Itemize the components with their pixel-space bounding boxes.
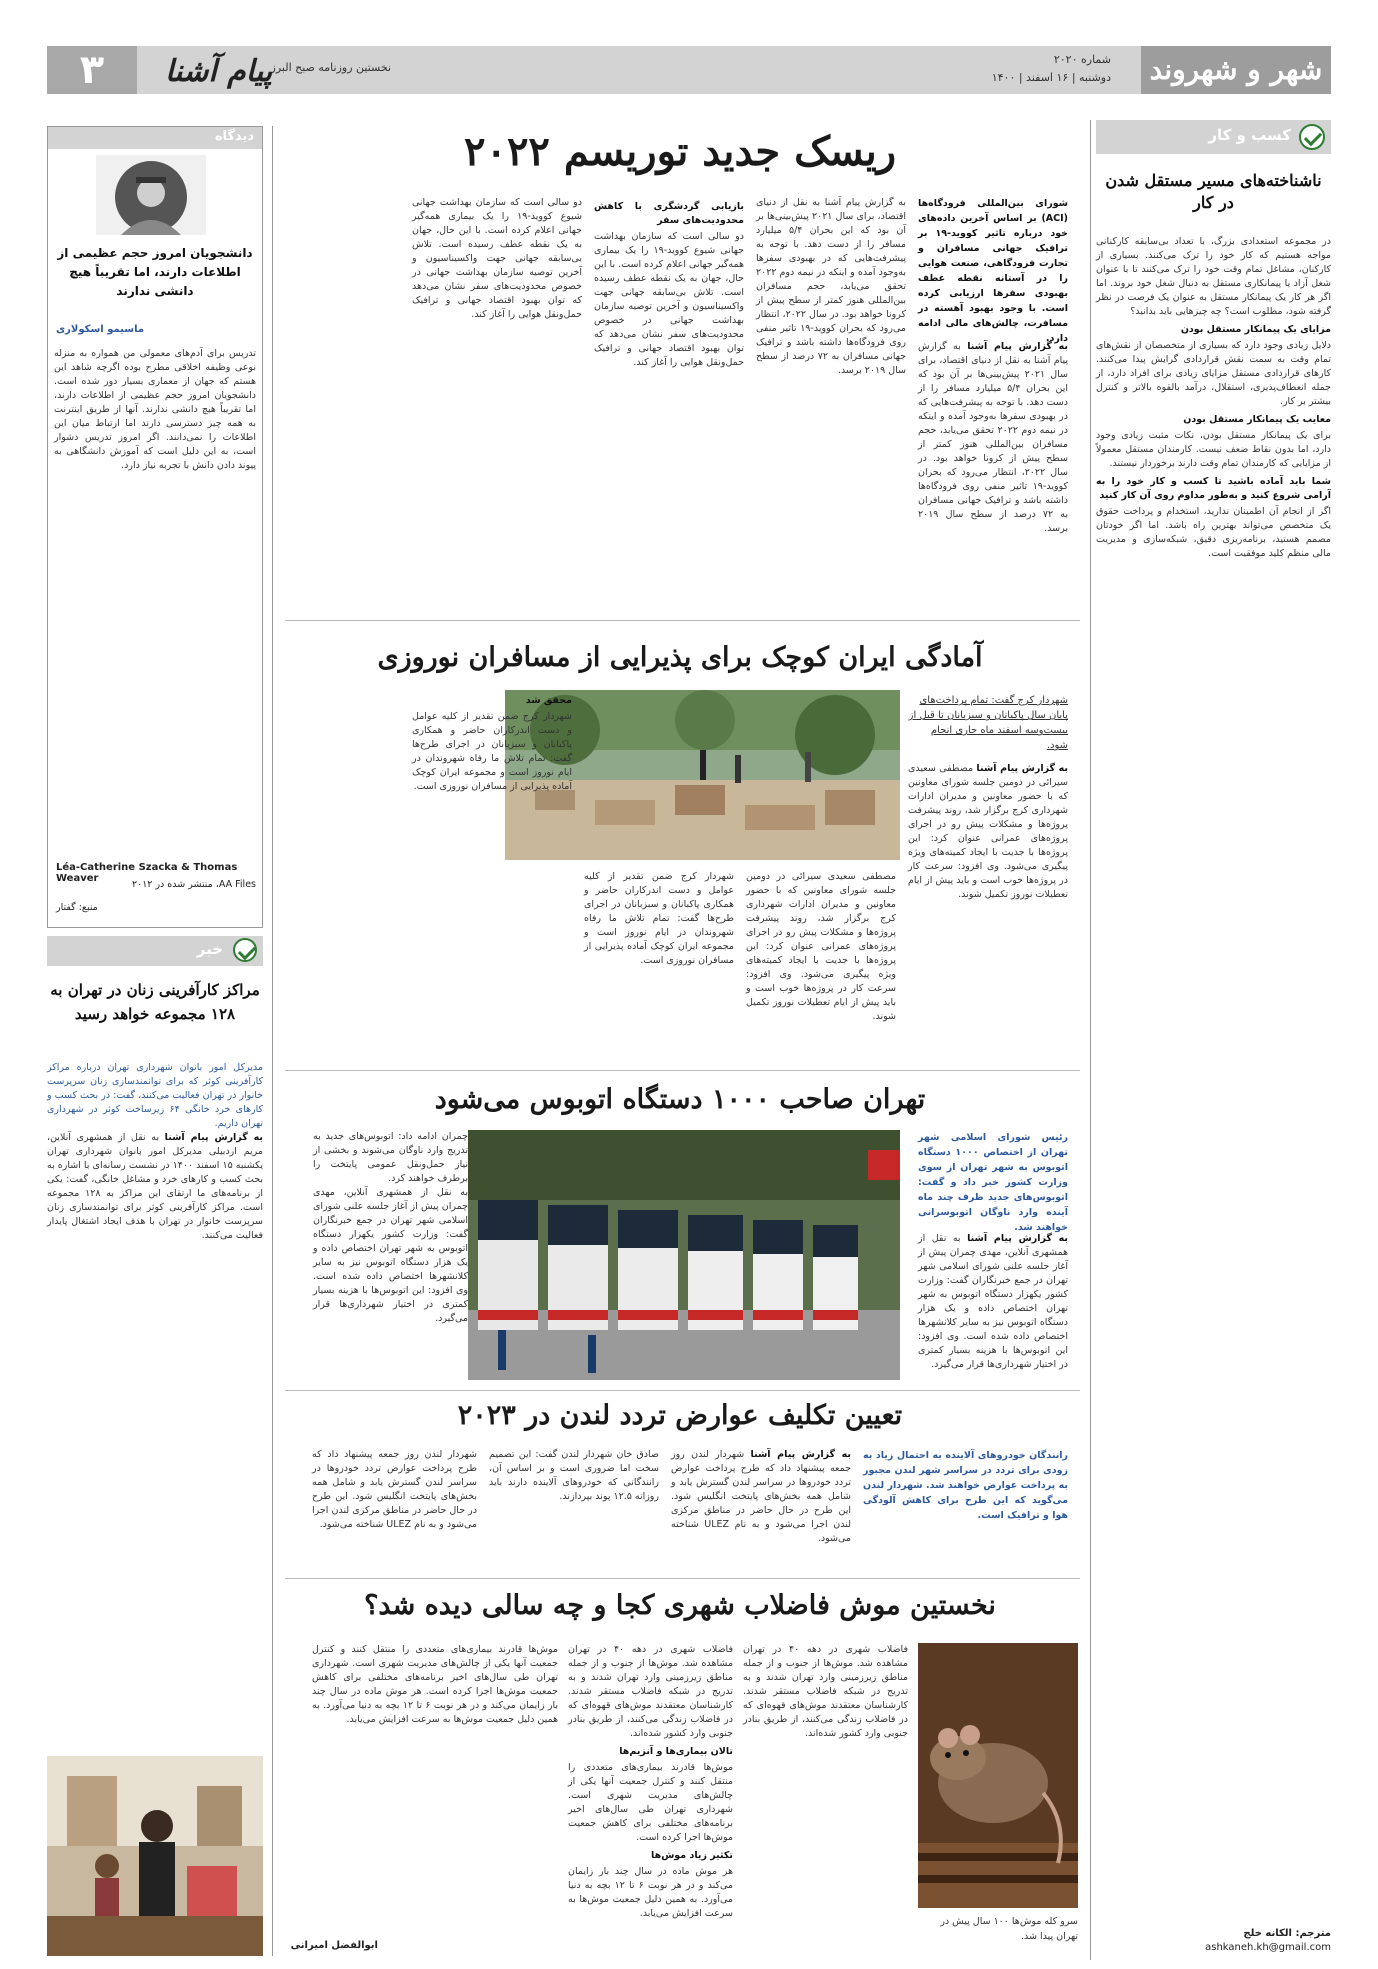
news-body: به نقل از همشهری آنلاین، مریم اردبیلی مدیرکل امور بانوان شهرداری تهران یکشنبه ۱۵ اسفند ۱۴۰۰ در نشست رسانه‌ای با اشاره به بحث کسب و کارهای خرد و مشاغل خانگی، گفت: یکی از برنامه‌های ما ارتقای این مراکز به ۱۲۸ مجموعه است. مراکز کارآفرینی کوثر برای توانمندسازی زنان سرپرست خانوار در تهران با هدف ایجاد اشتغال پایدار فعالیت می‌کنند. xyxy=(47,1132,263,1241)
tourism-body-col1 xyxy=(918,340,1068,610)
issue-info xyxy=(992,51,1111,87)
nowruz-body-col3: شهردار کرج ضمن تقدیر از کلیه عوامل و دست اندرکاران حاضر و همکاری پاکبانان و سبزبانان در اجرای طرح‌ها گفت: تمام تلاش ما رفاه شهروندان در ایام نوروز است و مجموعه ایران کوچک آماده پذیرایی از مسافران نوروزی است. xyxy=(584,871,734,966)
london-body-col2: صادق خان شهردار لندن گفت: این تصمیم سخت اما ضروری است و بر اساس آن، رانندگانی که خودروهای آلاینده دارند باید روزانه ۱۲.۵ پوند بپردازند. xyxy=(489,1449,659,1502)
rat-body-col1: فاضلاب شهری در دهه ۴۰ در تهران مشاهده شد. موش‌ها از جنوب و از جمله مناطق زیرزمینی وارد تهران شدند و به تدریج در شبکه فاضلاب مستقر شدند. کارشناسان معتقدند موش‌های قهوه‌ای که در فاضلاب زندگی می‌کنند، از طریق بنادر جنوبی وارد کشور شده‌اند. xyxy=(743,1644,908,1739)
newspaper-logo: پیام آشنا xyxy=(165,54,273,89)
business-subhead-3: شما باید آماده باشید تا کسب و کار خود را به آرامی شروع کنید و به‌طور مداوم روی آن کار کنید xyxy=(1096,476,1331,501)
opinion-body: تدریس برای آدم‌های معمولی من همواره به منزله نوعی وظیفه اخلاقی مطرح بوده اگرچه شاهد این هستم که جهان از معماری بسیار دور شده است. دانشجویان امروز حجم عظیمی از اطلاعات دارند، اما تقریباً هیچ دانشی ندارند. آنها از طریق اینترنت به همه چیز دسترسی دارند اما ارتباط میان این اطلاعات را نمی‌دانند. اگر امروز تدریس دشوار است، به این دلیل است که آموزش دانشگاهی به پیوند دادن دانش با تجربه نیاز دارد. xyxy=(54,348,256,471)
section-divider xyxy=(285,620,1080,621)
nowruz-byline: به گزارش پیام آشنا xyxy=(976,763,1068,774)
tourism-body-col3 xyxy=(594,196,744,610)
column-divider xyxy=(1090,120,1091,1960)
opinion-box-label: دیدگاه xyxy=(214,129,254,144)
rat-author: ابوالفضل امیرانی xyxy=(290,1940,378,1951)
tourism-body-col2: به گزارش پیام آشنا به نقل از دنیای اقتصاد، برای سال ۲۰۲۱ پیش‌بینی‌ها بر آن بود که این بحران ۵/۴ میلیارد مسافر را از دست دهد. با توجه به پیشرفت‌هایی که در بهبودی سفرها به‌وجود آمده و اینکه در نیمه دوم ۲۰۲۲ تحقق می‌یابد، حجم مسافران بین‌المللی هنوز کمتر از سطح پیش از کرونا خواهد بود. در سال ۲۰۲۲، انتظار می‌رود که بحران کووید-۱۹ تاثیر منفی روی فرودگاه‌ها داشته باشد و ترافیک جهانی مسافران به ۷۲ درصد از سطح سال ۲۰۱۹ برسد. xyxy=(756,197,907,376)
london-body-col3: شهردار لندن روز جمعه پیشنهاد داد که طرح پرداخت عوارض تردد خودروها در سراسر لندن گسترش یابد و شامل همه بخش‌های پایتخت انگلیس شود. این طرح در حال حاضر در مناطق مرکزی لندن اجرا می‌شود و به نام ULEZ شناخته می‌شود. xyxy=(312,1449,477,1530)
section-divider xyxy=(285,1070,1080,1071)
page-number: ۳ xyxy=(47,46,137,94)
rat-body-a: فاضلاب شهری در دهه ۴۰ در تهران مشاهده شد. موش‌ها از جنوب و از جمله مناطق زیرزمینی وارد تهران شدند و به تدریج در شبکه فاضلاب مستقر شدند. کارشناسان معتقدند موش‌های قهوه‌ای که در فاضلاب زندگی می‌کنند، از طریق بنادر جنوبی وارد کشور شده‌اند. xyxy=(568,1644,733,1739)
nowruz-body-col4 xyxy=(412,690,572,1062)
buses-headline: تهران صاحب ۱۰۰۰ دستگاه اتوبوس می‌شود xyxy=(434,1084,926,1115)
business-subhead-1: مزایای یک پیمانکار مستقل بودن xyxy=(1180,324,1331,335)
london-body: شهردار لندن روز جمعه پیشنهاد داد که طرح پرداخت عوارض تردد خودروها در سراسر لندن گسترش یابد و شامل همه بخش‌های پایتخت انگلیس شود. این طرح در حال حاضر در مناطق مرکزی لندن اجرا می‌شود و به نام ULEZ شناخته می‌شود. xyxy=(671,1449,851,1544)
section-title: شهر و شهروند xyxy=(1141,46,1331,94)
rat-photo-caption: سرو کله موش‌ها ۱۰۰ سال پیش در تهران پیدا شد. xyxy=(940,1916,1078,1942)
tourism-lead: شورای بین‌المللی فرودگاه‌ها (ACI) بر اساس آخرین داده‌های خود درباره تاثیر کووید-۱۹ بر ترافیک جهانی مسافران و تجارت فرودگاهی، صنعت هوایی را در آستانه نقطه عطف بهبودی سفرها ارزیابی کرده است. با وجود بهبود آهسته در مسافرت، چالش‌های مالی ادامه دارد. xyxy=(918,198,1068,344)
nowruz-body-col1 xyxy=(908,762,1068,1062)
issue-date: دوشنبه | ۱۶ اسفند | ۱۴۰۰ xyxy=(991,71,1111,84)
business-body xyxy=(1096,235,1331,1935)
tourism-byline: به گزارش پیام آشنا xyxy=(967,341,1068,352)
news-title: مراکز کارآفرینی زنان در تهران به ۱۲۸ مجموعه خواهد رسید xyxy=(50,981,260,1023)
news-photo xyxy=(47,1756,263,1956)
tourism-body: به گزارش پیام آشنا به نقل از دنیای اقتصاد، برای سال ۲۰۲۱ پیش‌بینی‌ها بر آن بود که این بحران ۵/۴ میلیارد مسافر را از دست دهد. با توجه به پیشرفت‌هایی که در بهبودی سفرها به‌وجود آمده و اینکه در نیمه دوم ۲۰۲۲ تحقق می‌یابد، حجم مسافران بین‌المللی هنوز کمتر از سطح پیش از کرونا خواهد بود. در سال ۲۰۲۲، انتظار می‌رود که بحران کووید-۱۹ تاثیر منفی روی فرودگاه‌ها داشته باشد و ترافیک جهانی مسافران به ۷۲ درصد از سطح سال ۲۰۱۹ برسد. xyxy=(918,341,1069,534)
business-intro: در مجموعه استعدادی بزرگ، با تعداد بی‌سابقه کارکنانی مواجه هستیم که کار خود را ترک می‌کنند. بسیاری از کارکنان، مشاغل تمام وقت خود را ترک می‌کنند تا با عنوان شغل آزاد یا پیمانکاری مستقل به دنبال شغل خود بروند. اما اگر هر کار یک پیمانکار مستقل به عنوان یک فرصت در نظر گرفته شود، مطلوب است؟ چه چیزهایی باید بدانید؟ xyxy=(1096,236,1331,317)
nowruz-body: مصطفی سعیدی سیرائی در دومین جلسه شورای معاونین که با حضور معاونین و مدیران ادارات شهرداری کرج برگزار شد، روند پیشرفت پروژه‌ها و مشکلات پیش رو در اجرای پروژه‌های عمرانی عنوان کرد: این پروژه‌ها با جدیت با ایجاد کمیته‌های ویژه پیگیری می‌شود. وی افزود: سرعت کار در پروژه‌ها خوب است و باید پیش از ایام تعطیلات نوروز تکمیل شوند. xyxy=(908,763,1068,900)
buses-body-col1 xyxy=(918,1232,1068,1382)
check-icon xyxy=(1299,124,1325,150)
business-title: ناشناخته‌های مسیر مستقل شدن در کار xyxy=(1105,171,1322,212)
opinion-box-header xyxy=(48,127,262,149)
business-box xyxy=(1096,120,1331,1960)
buses-body: به نقل از همشهری آنلاین، مهدی چمران پیش از آغاز جلسه علنی شورای اسلامی شهر تهران در جمع خبرنگاران گفت: وزارت کشور یکهزار دستگاه اتوبوس به شهر تهران اختصاص داده و یک هزار دستگاه اتوبوس نیز به سایر کلانشهرها اختصاص داده شده است. وی افزود: این اتوبوس‌ها با هزینه بسیار کمتری در اختیار شهرداری‌ها قرار می‌گیرد. xyxy=(918,1233,1068,1370)
business-body-1: دلایل زیادی وجود دارد که بسیاری از متخصصان از نقش‌های تمام وقت به سمت نقش قراردادی گرایش پیدا می‌کنند. کارهای قراردادی مستقل مزایای زیادی برای افراد دارد، از جمله انعطاف‌پذیری، استقلال، درآمد بالقوه بالاتر و کنترل بیشتر بر کار. xyxy=(1096,340,1331,407)
author-portrait xyxy=(96,155,206,235)
business-subhead-2: معایب یک پیمانکار مستقل بودن xyxy=(1183,414,1331,425)
buses-photo xyxy=(468,1130,900,1380)
rat-photo xyxy=(918,1643,1078,1908)
page-header xyxy=(47,46,1331,94)
nowruz-headline: آمادگی ایران کوچک برای پذیرایی از مسافران نوروزی xyxy=(377,642,983,673)
rat-body-col3 xyxy=(312,1643,558,1933)
business-body-2: برای یک پیمانکار مستقل بودن، نکات مثبت زیادی وجود دارد، اما بدون نقاط ضعف نیست. کارمندان مستقل معمولاً از مزایایی که کارمندان تمام وقت دارند برخوردار نیستند. xyxy=(1096,430,1331,469)
london-byline: به گزارش پیام آشنا xyxy=(750,1449,851,1460)
london-body-col1 xyxy=(671,1448,851,1568)
opinion-author: ماسیمو اسکولاری xyxy=(56,324,145,335)
check-icon xyxy=(233,938,257,962)
business-email[interactable]: ashkaneh.kh@gmail.com xyxy=(1205,1942,1331,1953)
rat-body-3: هر موش ماده در سال چند بار زایمان می‌کند و در هر نوبت ۶ تا ۱۲ بچه به دنیا می‌آورد. به همین دلیل جمعیت موش‌ها به سرعت افزایش می‌یابد. xyxy=(568,1866,733,1919)
business-body-3: اگر از انجام آن اطمینان ندارید، استخدام و پرداخت حقوق یک متخصص می‌تواند بهترین راه باشد. اما اگر خودتان مصمم هستید، برنامه‌ریزی دقیق، شبکه‌سازی و مدیریت مالی منظم کلید موفقیت است. xyxy=(1096,506,1331,559)
section-divider xyxy=(285,1578,1080,1579)
rat-body-c: هر موش ماده در سال چند بار زایمان می‌کند و در هر نوبت ۶ تا ۱۲ بچه به دنیا می‌آورد. به همین دلیل جمعیت موش‌ها به سرعت افزایش می‌یابد. xyxy=(312,1686,558,1725)
business-translator: مترجم: الکانه خلج xyxy=(1243,1928,1331,1939)
news-lead: مدیرکل امور بانوان شهرداری تهران درباره مراکز کارآفرینی کوثر که برای توانمندسازی زنان سرپرست خانوار در تهران فعالیت می‌کنند، گفت: در بحث کسب و کارهای خرد خانگی ۶۴ زیرساخت کوثر در شهرداری تهران داریم. xyxy=(47,1062,264,1129)
issue-number: شماره ۲۰۲۰ xyxy=(1053,53,1111,66)
news-box-label: خبر xyxy=(196,940,223,958)
rat-subhead-2: تکثیر زیاد موش‌ها xyxy=(651,1850,733,1861)
section-divider xyxy=(285,1390,1080,1391)
nowruz-body-col2: مصطفی سعیدی سیرائی در دومین جلسه شورای معاونین که با حضور معاونین و مدیران ادارات شهرداری کرج برگزار شد، روند پیشرفت پروژه‌ها و مشکلات پیش رو در اجرای پروژه‌های عمرانی عنوان کرد: این پروژه‌ها با جدیت با ایجاد کمیته‌های ویژه پیگیری می‌شود. وی افزود: سرعت کار در پروژه‌ها خوب است و باید پیش از ایام تعطیلات نوروز تکمیل شوند. xyxy=(746,871,896,1022)
buses-body-col2 xyxy=(313,1130,468,1380)
rat-subhead-1: تالان بیماری‌ها و آنزیم‌ها xyxy=(619,1746,733,1757)
business-box-header xyxy=(1096,120,1331,154)
london-headline: تعیین تکلیف عوارض تردد لندن در ۲۰۲۳ xyxy=(457,1400,903,1431)
rat-body-b: موش‌ها قادرند بیماری‌های متعددی را منتقل کنند و کنترل جمعیت آنها یکی از چالش‌های مدیریت شهری است. شهرداری تهران طی سال‌های اخیر برنامه‌های مختلفی برای کاهش جمعیت موش‌ها اجرا کرده است. xyxy=(312,1644,558,1697)
business-box-label: کسب و کار xyxy=(1208,126,1291,144)
tagline: نخستین روزنامه صبح البرز xyxy=(270,61,391,74)
buses-body-2: چمران ادامه داد: اتوبوس‌های جدید به تدریج وارد ناوگان می‌شوند و بخشی از نیاز حمل‌ونقل عمومی پایتخت را برطرف خواهند کرد. xyxy=(313,1131,468,1184)
rat-body-col2 xyxy=(568,1643,733,1943)
news-box-header xyxy=(47,936,263,966)
nowruz-body-2: شهردار کرج ضمن تقدیر از کلیه عوامل و دست اندرکاران حاضر و همکاری پاکبانان و سبزبانان در اجرای طرح‌ها گفت: تمام تلاش ما رفاه شهروندان در ایام نوروز است و مجموعه ایران کوچک آماده پذیرایی از مسافران نوروزی است. xyxy=(412,711,572,792)
opinion-box xyxy=(47,126,263,928)
opinion-credit-names: Léa-Catherine Szacka & Thomas Weaver xyxy=(56,862,238,884)
rat-body-2: موش‌ها قادرند بیماری‌های متعددی را منتقل کنند و کنترل جمعیت آنها یکی از چالش‌های مدیریت شهری است. شهرداری تهران طی سال‌های اخیر برنامه‌های مختلفی برای کاهش جمعیت موش‌ها اجرا کرده است. xyxy=(568,1762,733,1843)
buses-lead: رئیس شورای اسلامی شهر تهران از اختصاص ۱۰۰۰ دستگاه اتوبوس به شهر تهران از سوی وزارت کشور خبر داد و گفت: اتوبوس‌های جدید ظرف چند ماه آینده وارد ناوگان اتوبوسرانی خواهند شد. xyxy=(918,1132,1068,1233)
buses-byline: به گزارش پیام آشنا xyxy=(967,1233,1068,1244)
news-body-wrapper xyxy=(47,1131,263,1691)
opinion-source: منبع: گفتار xyxy=(56,902,98,913)
tourism-headline: ریسک جدید توریسم ۲۰۲۲ xyxy=(463,128,897,175)
column-divider xyxy=(272,126,273,1956)
rat-headline: نخستین موش فاضلاب شهری کجا و چه سالی دیده شد؟ xyxy=(364,1590,996,1621)
tourism-body-col4: دو سالی است که سازمان بهداشت جهانی شیوع کووید-۱۹ را یک بیماری همه‌گیر جهانی اعلام کرده است. با این حال، جهان به یک نقطه عطف رسیده است. تلاش بی‌سابقه جهانی جهت واکسیناسیون و آخرین توصیه سازمان بهداشت جهانی در خصوص محدودیت‌های سفر نشان می‌دهد که توان بهبود اقتصاد جهانی و ترافیک حمل‌ونقل هوایی را آغاز کند. xyxy=(412,197,582,320)
news-byline: به گزارش پیام آشنا xyxy=(164,1132,263,1143)
nowruz-photo-caption: شهردار کرج گفت: تمام پرداخت‌های پایان سال پاکبانان و سبزبانان تا قبل از بیست‌و‌سه اسفند ماه جاری انجام شود. xyxy=(908,695,1068,751)
opinion-title: دانشجویان امروز حجم عظیمی از اطلاعات دارند، اما تقریباً هیچ دانشی ندارند xyxy=(57,246,253,298)
news-box xyxy=(47,936,263,1956)
tourism-subhead: بازیابی گردشگری با کاهش محدودیت‌های سفر xyxy=(594,201,744,226)
opinion-credit-source: AA Files، منتشر شده در ۲۰۱۲ xyxy=(132,879,256,890)
tourism-body-2: دو سالی است که سازمان بهداشت جهانی شیوع کووید-۱۹ را یک بیماری همه‌گیر جهانی اعلام کرده است. با این حال، جهان به یک نقطه عطف رسیده است. تلاش بی‌سابقه جهانی جهت واکسیناسیون و آخرین توصیه سازمان بهداشت جهانی در خصوص محدودیت‌های سفر نشان می‌دهد که توان بهبود اقتصاد جهانی و ترافیک حمل‌ونقل هوایی را آغاز کند. xyxy=(594,231,744,368)
london-lead: رانندگان خودروهای آلاینده به احتمال زیاد به زودی برای تردد در سراسر شهر لندن مجبور به پرداخت عوارض خواهند شد. شهردار لندن می‌گوید که این طرح برای کاهش آلودگی هوا و ترافیک است. xyxy=(863,1450,1068,1521)
nowruz-author: محقق شد xyxy=(525,695,572,706)
buses-body-3: به نقل از همشهری آنلاین، مهدی چمران پیش از آغاز جلسه علنی شورای اسلامی شهر تهران در جمع خبرنگاران گفت: وزارت کشور یکهزار دستگاه اتوبوس به شهر تهران اختصاص داده و یک هزار دستگاه اتوبوس نیز به سایر کلانشهرها اختصاص داده شده است. وی افزود: این اتوبوس‌ها با هزینه بسیار کمتری در اختیار شهرداری‌ها قرار می‌گیرد. xyxy=(313,1187,468,1324)
